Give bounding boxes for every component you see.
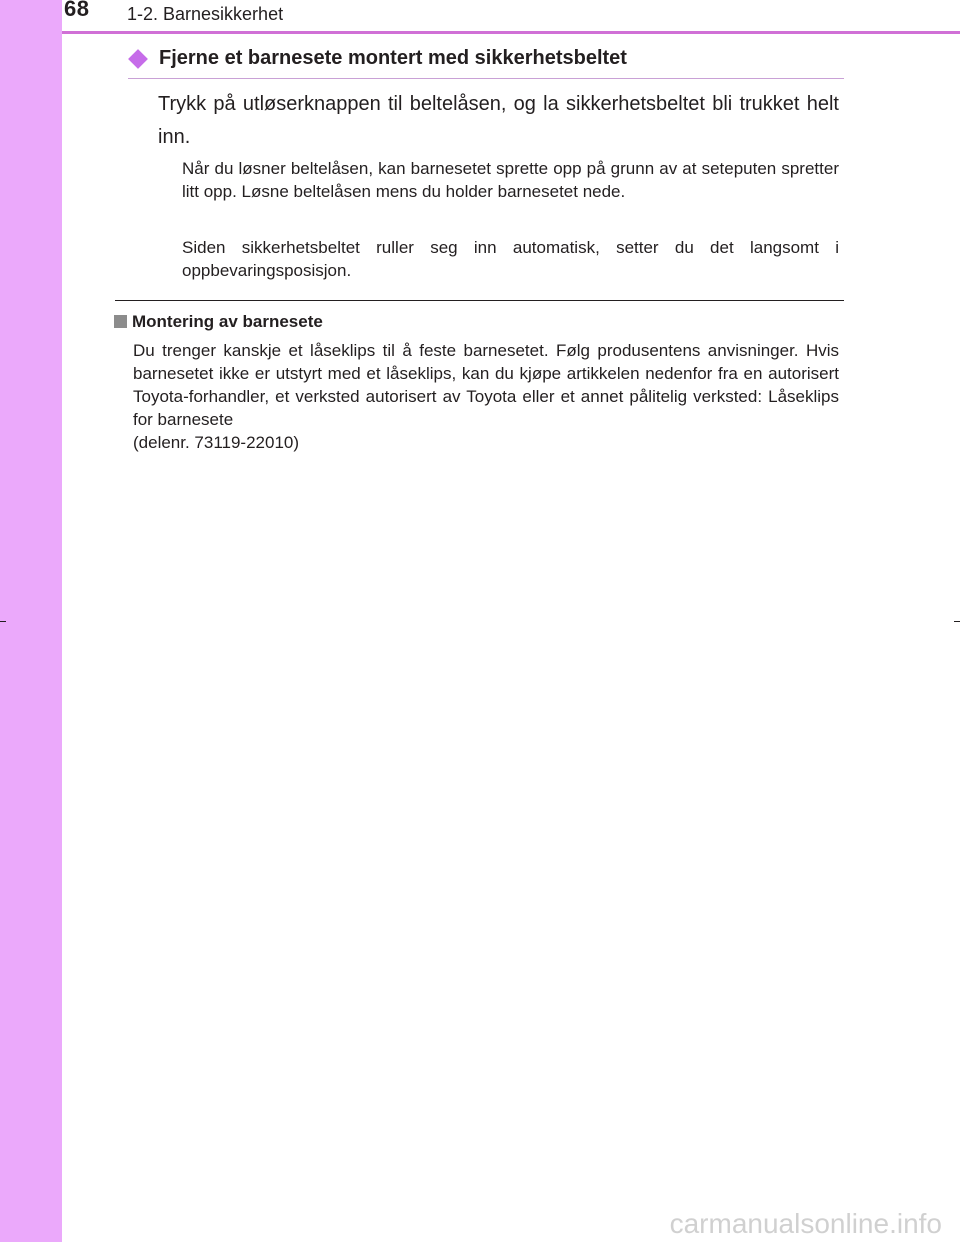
watermark: carmanualsonline.info xyxy=(669,1208,942,1239)
step-instruction: Trykk på utløserknappen til beltelåsen, og la sikkerhetsbeltet bli trukket helt inn. xyxy=(158,93,839,148)
crop-mark xyxy=(0,621,6,622)
info-paragraph: Du trenger kanskje et låseklips til å feste barnesetet. Følg produsentens anvisninger. Hvis barnesetet ikke er utstyrt med et låseklips, kan du kjøpe artikkelen nedenfor fra en autorisert Toyota-forhandler, et verksted autorisert av Toyota eller et annet pålitelig verksted: Låseklips for barnesete xyxy=(133,341,839,429)
divider xyxy=(115,300,844,301)
section-label: 1-2. Barnesikkerhet xyxy=(127,4,284,24)
diamond-icon xyxy=(128,49,148,69)
section-heading xyxy=(128,44,844,79)
info-body xyxy=(133,339,839,454)
part-number: (delenr. 73119-22010) xyxy=(133,433,300,452)
note-paragraph: Siden sikkerhetsbeltet ruller seg inn automatisk, setter du det langsomt i oppbevaringsposisjon. xyxy=(182,238,839,280)
section-heading-title: Fjerne et barnesete montert med sikkerhetsbeltet xyxy=(159,47,627,69)
page-number: 68 xyxy=(64,0,90,21)
crop-mark xyxy=(954,621,960,622)
info-heading xyxy=(114,312,323,332)
header-rule xyxy=(62,31,960,34)
note-paragraph: Når du løsner beltelåsen, kan barnesetet sprette opp på grunn av at seteputen spretter litt opp. Løsne beltelåsen mens du holder barnesetet nede. xyxy=(182,159,839,201)
side-tab xyxy=(0,0,62,1242)
square-bullet-icon xyxy=(114,315,127,328)
info-heading-title: Montering av barnesete xyxy=(132,312,323,331)
